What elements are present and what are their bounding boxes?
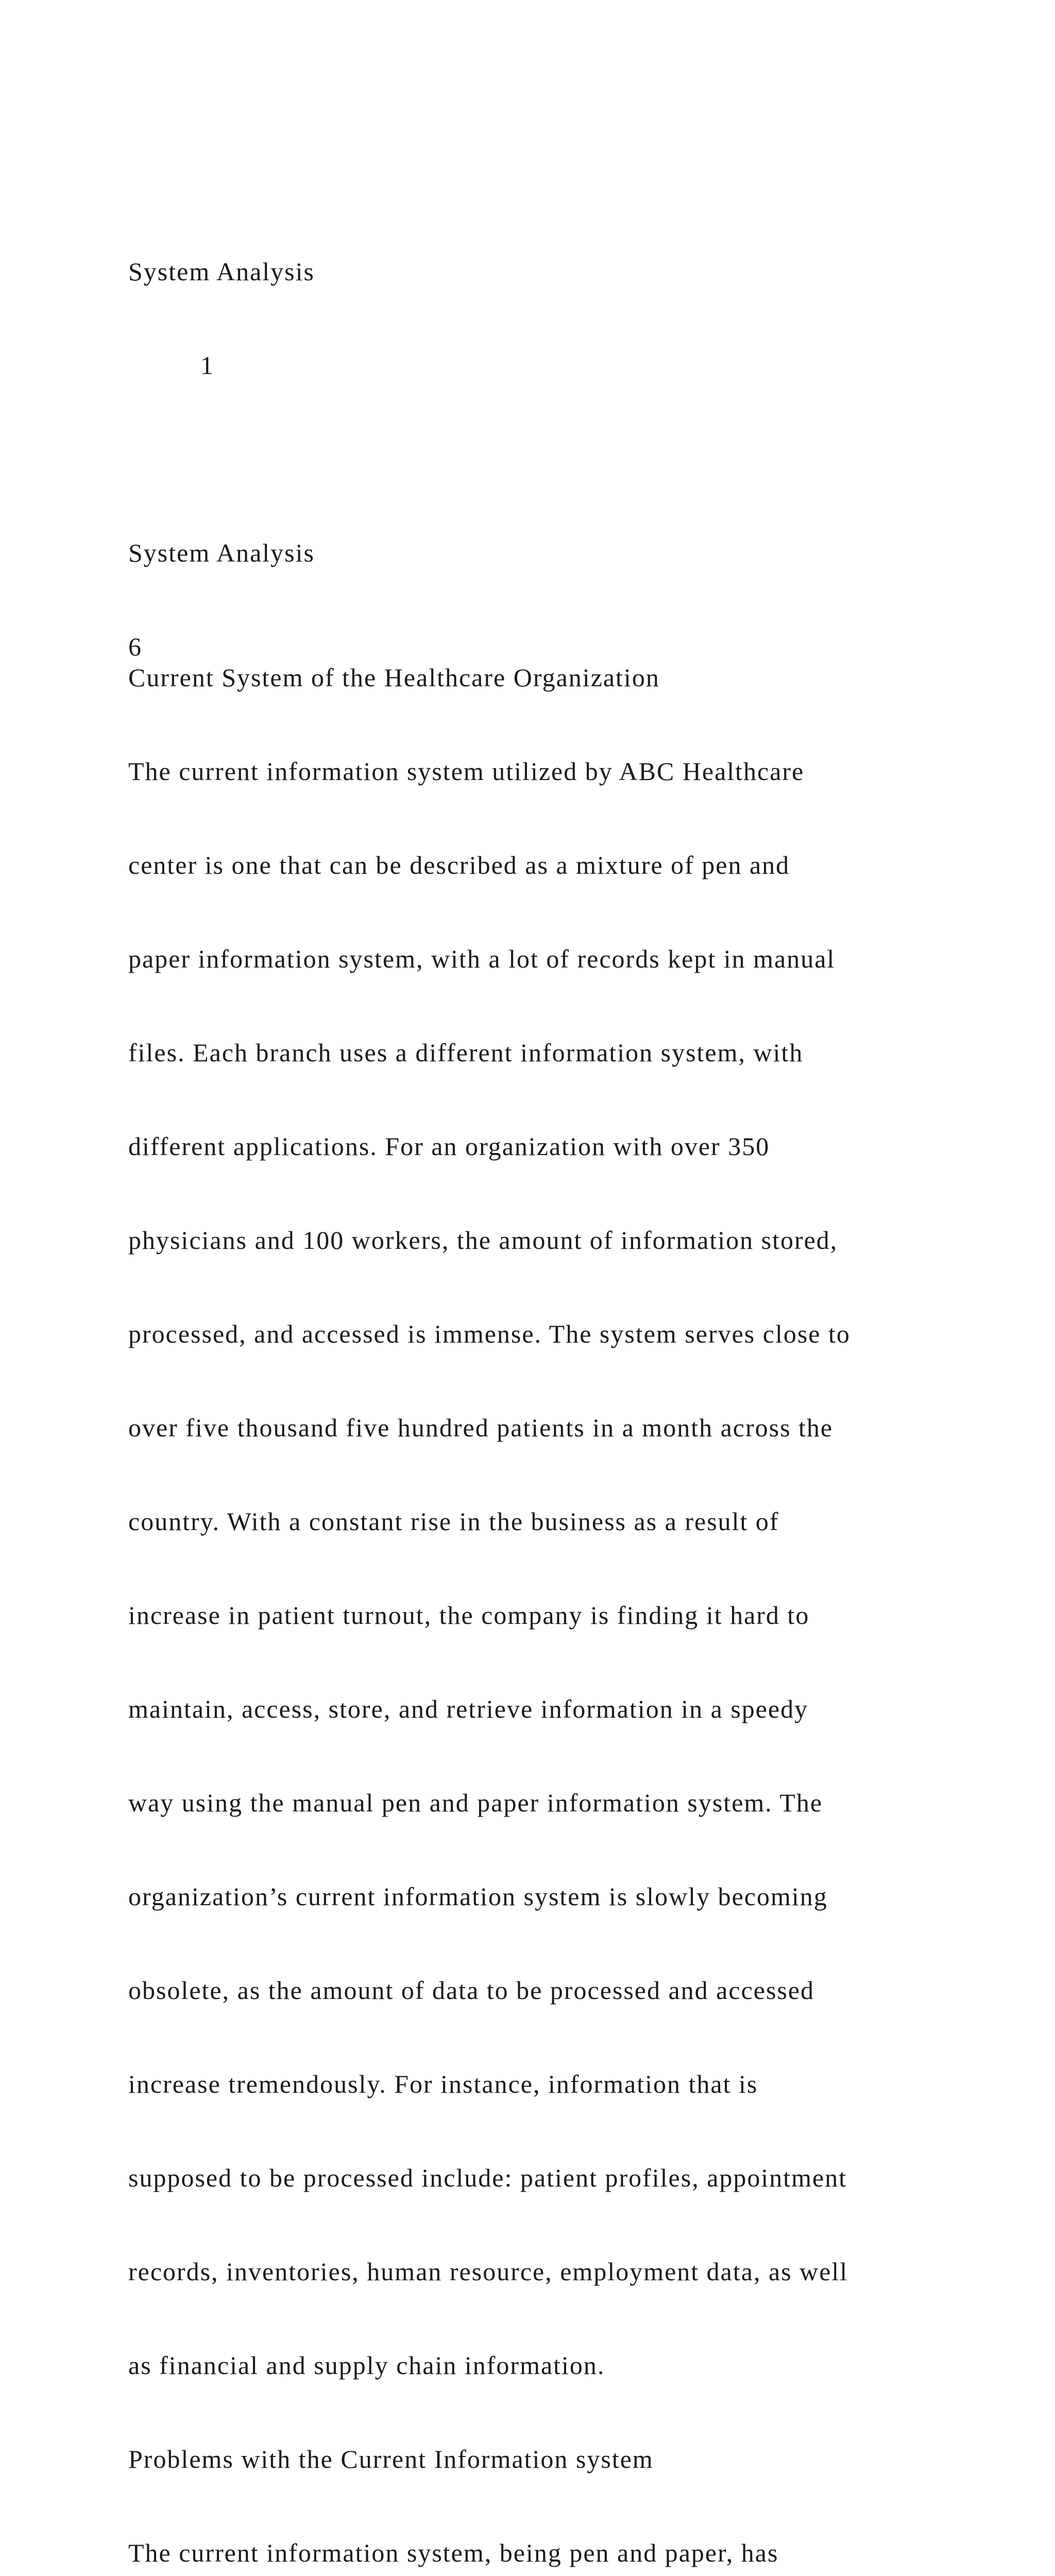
- paragraph-line: way using the manual pen and paper information system. The: [128, 1788, 823, 1817]
- paragraph-line: obsolete, as the amount of data to be processed and accessed: [128, 1976, 815, 2005]
- paragraph-line: increase in patient turnout, the company is finding it hard to: [128, 1601, 810, 1630]
- page-number-1: 1: [200, 351, 214, 380]
- paragraph-line: physicians and 100 workers, the amount of information stored,: [128, 1226, 838, 1255]
- page-number-2: 6: [128, 632, 142, 661]
- running-head-title-2: System Analysis: [128, 538, 315, 567]
- section-heading-problems: Problems with the Current Information system: [128, 2445, 654, 2473]
- paragraph-line: different applications. For an organization with over 350: [128, 1132, 770, 1161]
- section-heading-current-system: Current System of the Healthcare Organization: [128, 663, 660, 692]
- running-head-title-1: System Analysis: [128, 257, 315, 286]
- paragraph-line: The current information system utilized by ABC Healthcare: [128, 757, 805, 786]
- paragraph-line: as financial and supply chain information.: [128, 2351, 605, 2380]
- paragraph-line: processed, and accessed is immense. The system serves close to: [128, 1319, 850, 1348]
- paragraph-line: organization’s current information system is slowly becoming: [128, 1882, 828, 1911]
- paragraph-line: over five thousand five hundred patients in a month across the: [128, 1413, 833, 1442]
- paragraph-line: records, inventories, human resource, employment data, as well: [128, 2257, 848, 2286]
- paragraph-line: maintain, access, store, and retrieve information in a speedy: [128, 1694, 809, 1723]
- paragraph-line: paper information system, with a lot of records kept in manual: [128, 944, 836, 973]
- paragraph-line: supposed to be processed include: patient profiles, appointment: [128, 2163, 847, 2192]
- paragraph-line: The current information system, being pen and paper, has: [128, 2538, 779, 2567]
- paragraph-line: center is one that can be described as a mixture of pen and: [128, 851, 790, 879]
- paragraph-line: country. With a constant rise in the business as a result of: [128, 1507, 779, 1536]
- paragraph-line: increase tremendously. For instance, information that is: [128, 2070, 758, 2098]
- paragraph-line: files. Each branch uses a different information system, with: [128, 1038, 804, 1067]
- document-body: [128, 601, 952, 2576]
- blank-line: [128, 442, 952, 476]
